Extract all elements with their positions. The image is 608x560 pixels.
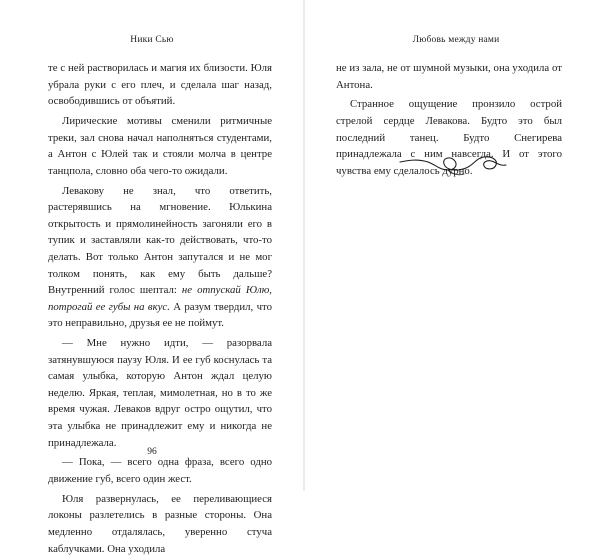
- text-segment: — Пока, — всего одна фраза, всего одно движение губ, всего один жест.: [48, 456, 272, 485]
- italic-text-segment: не отпускай Юлю, потрогай ее губы на вкус.: [48, 284, 273, 313]
- text-segment: Лирические мотивы сменили ритмичные треки, зал снова начал наполняться студентами, а Антон с Юлей так и стояли молча в центре танцпола, словно оба чего-то ожидали.: [48, 114, 272, 177]
- paragraph: [336, 60, 562, 93]
- text-segment: Левакову не знал, что ответить, растерявшись на мгновение. Юлькина открытость и прямолинейность загоняли его в тупик и заставляли как-то действовать, что-то делать. Вот только Антон запутался и не мог толком понять, как ему быть дальше? Внутренний голос шептал:: [48, 184, 272, 297]
- text-segment: А разум твердил, что это неправильно, друзья ее не поймут.: [48, 300, 272, 330]
- left-page: [0, 0, 304, 555]
- paragraph: [48, 454, 272, 487]
- running-head-author: Ники Сью: [130, 35, 174, 45]
- left-page-body: [48, 60, 272, 560]
- paragraph: [48, 183, 272, 332]
- text-segment: Странное ощущение пронзило острой стрелой сердце Левакова. Будто это был последний танец. Будто Снегирева принадлежала с ним навсегда. И от этого чувства ему сделалось дурно.: [336, 98, 562, 177]
- text-segment: те с ней растворилась и магия их близости. Юля убрала руки с его плеч, и сделала шаг назад, освободившись от объятий.: [48, 62, 272, 108]
- text-segment: — Мне нужно идти, — разорвала затянувшуюся паузу Юля. И ее губ коснулась та самая улыбка, которую Антон ждал целую неделю. Яркая, теплая, мимолетная, но в то же время чужая. Леваков вдруг остро ощутил, что эта улыбка не принадлежит ему и никогда не принадлежала.: [48, 337, 272, 449]
- text-segment: не из зала, не от шумной музыки, она уходила от Антона.: [336, 62, 562, 91]
- running-head-title: Любовь между нами: [412, 35, 500, 45]
- paragraph: [48, 335, 272, 451]
- flourish-ornament-icon: [396, 146, 508, 182]
- paragraph: [48, 113, 272, 179]
- right-page: [304, 0, 608, 491]
- paragraph: [48, 60, 272, 110]
- page-number: 96: [147, 447, 157, 457]
- text-segment: Юля развернулась, ее переливающиеся локоны разлетелись в разные стороны. Она медленно отдалялась, уверенно стуча каблучками. Она уходила: [48, 492, 272, 555]
- paragraph: [48, 491, 272, 557]
